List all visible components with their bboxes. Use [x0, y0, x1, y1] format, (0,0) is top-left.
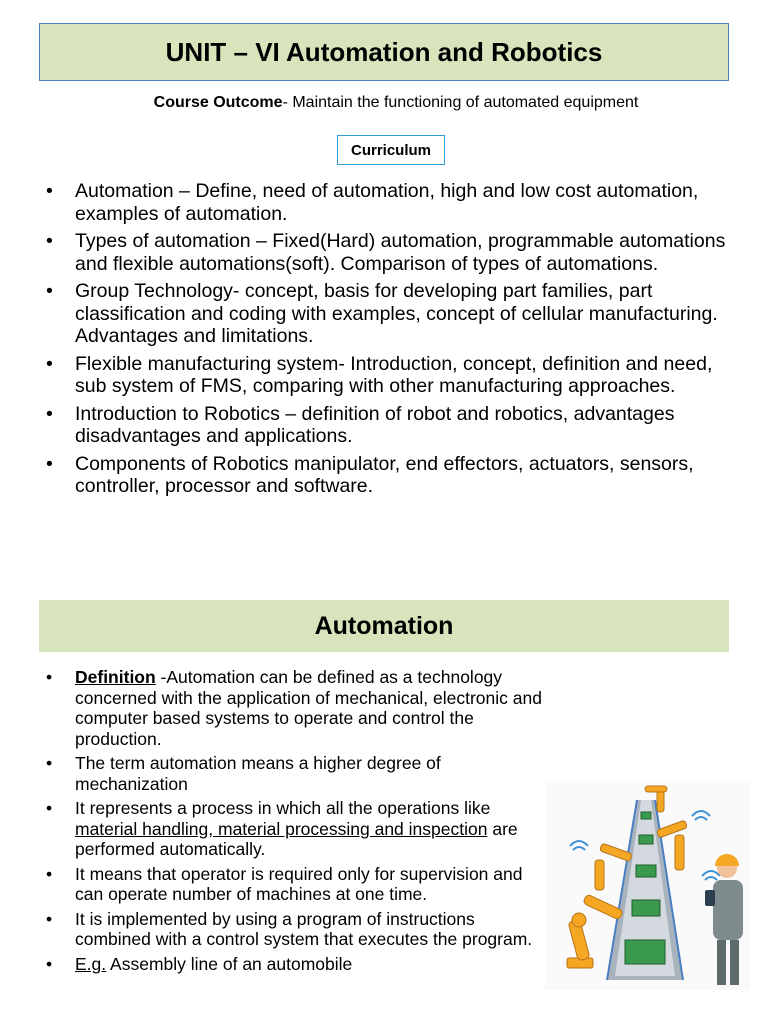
robotic-assembly-line-illustration [545, 780, 750, 990]
curriculum-item: • Automation – Define, need of automation, high and low cost automation, examples of automation. [75, 180, 735, 225]
curriculum-item: • Components of Robotics manipulator, end effectors, actuators, sensors, controller, processor and software. [75, 453, 735, 498]
course-outcome-text: - Maintain the functioning of automated equipment [282, 94, 639, 111]
underlined-text: material handling, material processing and inspection [75, 818, 488, 839]
list-item: • It means that operator is required only for supervision and can operate number of machines at one time. [75, 864, 545, 905]
example-item [75, 954, 545, 975]
list-item [75, 798, 545, 860]
curriculum-item: • Group Technology- concept, basis for developing part families, part classification and coding with examples, concept of cellular manufacturing. Advantages and limitations. [75, 280, 735, 348]
definition-item [75, 667, 545, 749]
list-item: • The term automation means a higher degree of mechanization [75, 753, 545, 794]
course-outcome [0, 94, 768, 112]
curriculum-item: • Introduction to Robotics – definition of robot and robotics, advantages disadvantages and applications. [75, 403, 735, 448]
pcb-board [636, 865, 656, 877]
definition-label: Definition [75, 667, 156, 687]
section-title: Automation [39, 600, 729, 652]
curriculum-item: • Types of automation – Fixed(Hard) automation, programmable automations and flexible automations(soft). Comparison of types of automations. [75, 230, 735, 275]
pcb-board [625, 940, 665, 964]
pcb-board [641, 812, 651, 819]
curriculum-item: • Flexible manufacturing system- Introduction, concept, definition and need, sub system of FMS, comparing with other manufacturing approaches. [75, 353, 735, 398]
pcb-board [639, 835, 653, 844]
curriculum-label: Curriculum [337, 135, 445, 165]
definition-text: -Automation can be defined as a technology concerned with the application of mechanical, electronic and computer based systems to operate and control the production. [75, 667, 542, 749]
pcb-board [632, 900, 660, 916]
item-text: are performed automatically. [75, 818, 518, 859]
course-outcome-label: Course Outcome [153, 94, 283, 111]
example-text: Assembly line of an automobile [106, 953, 353, 974]
item-text: It represents a process in which all the operations like [75, 798, 491, 818]
list-item: • It is implemented by using a program of instructions combined with a control system that executes the program. [75, 909, 545, 950]
automation-list [75, 667, 545, 978]
slide-title: UNIT – VI Automation and Robotics [39, 23, 729, 81]
curriculum-list [75, 180, 735, 503]
example-label: E.g. [75, 953, 107, 974]
